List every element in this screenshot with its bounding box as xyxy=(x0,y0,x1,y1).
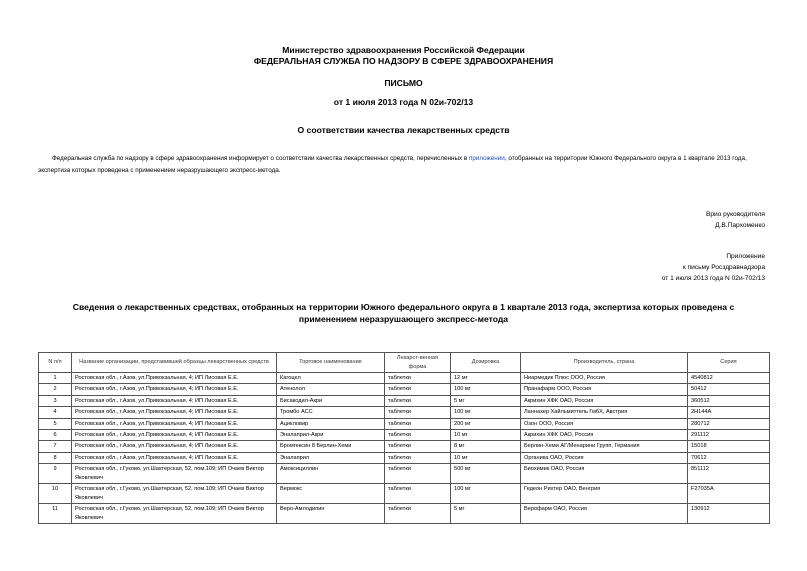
cell-maker: Органика ОАО, Россия xyxy=(521,452,688,463)
body-text-start: Федеральная служба по надзору в сфере здравоохранения информирует о соответствии качества лекарственных средств, перечисленных в xyxy=(52,155,469,162)
appendix-date: от 1 июля 2013 года N 02и-702/13 xyxy=(661,275,765,282)
cell-trade: Эналаприл xyxy=(277,452,385,463)
cell-trade: Ацикловир xyxy=(277,418,385,429)
cell-trade: Эналаприл-Акри xyxy=(277,430,385,441)
cell-dose: 200 мг xyxy=(451,418,521,429)
cell-trade: Веро-Амлодипин xyxy=(277,504,385,524)
cell-num: 9 xyxy=(39,464,72,484)
cell-num: 1 xyxy=(39,373,72,384)
document-date-number: от 1 июля 2013 года N 02и-702/13 xyxy=(333,97,474,107)
table-row xyxy=(39,441,770,452)
cell-series: 4540812 xyxy=(688,373,770,384)
cell-maker: Берлин-Хеми АГ/Менарини Групп, Германия xyxy=(521,441,688,452)
cell-series: 70612 xyxy=(688,452,770,463)
service-name: ФЕДЕРАЛЬНАЯ СЛУЖБА ПО НАДЗОРУ В СФЕРЕ ЗДРАВООХРАНЕНИЯ xyxy=(253,56,554,66)
cell-org: Ростовская обл., г.Азов, ул.Привокзальная, 4; ИП Лисовая Е.Е. xyxy=(72,407,277,418)
cell-trade: Атенолол xyxy=(277,384,385,395)
header-form: Лекарст-венная форма xyxy=(385,353,451,373)
cell-form: таблетки xyxy=(385,464,451,484)
cell-org: Ростовская обл., г.Азов, ул.Привокзальная, 4; ИП Лисовая Е.Е. xyxy=(72,452,277,463)
cell-num: 4 xyxy=(39,407,72,418)
appendix-block xyxy=(662,251,765,284)
cell-form: таблетки xyxy=(385,418,451,429)
cell-org: Ростовская обл., г.Азов, ул.Привокзальная, 4; ИП Лисовая Е.Е. xyxy=(72,441,277,452)
header-series: Серия xyxy=(688,353,770,373)
table-header-row xyxy=(39,353,770,373)
appendix-ref: к письму Росздравнадзора xyxy=(682,264,765,271)
cell-series: 280712 xyxy=(688,418,770,429)
cell-org: Ростовская обл., г.Гуково, ул.Шахтерская, 52, пом.109; ИП Очаев Виктор Яковлевич xyxy=(72,484,277,504)
cell-maker: Акрихин ХФК ОАО, Россия xyxy=(521,430,688,441)
table-row xyxy=(39,418,770,429)
cell-maker: Гедеон Рихтер ОАО, Венгрия xyxy=(521,484,688,504)
cell-dose: 8 мг xyxy=(451,441,521,452)
cell-org: Ростовская обл., г.Азов, ул.Привокзальная, 4; ИП Лисовая Е.Е. xyxy=(72,418,277,429)
cell-dose: 5 мг xyxy=(451,395,521,406)
cell-dose: 12 мг xyxy=(451,373,521,384)
cell-series: 50412 xyxy=(688,384,770,395)
cell-org: Ростовская обл., г.Гуково, ул.Шахтерская, 52, пом.109; ИП Очаев Виктор Яковлевич xyxy=(72,504,277,524)
table-row xyxy=(39,504,770,524)
body-paragraph xyxy=(38,153,766,177)
signature-block xyxy=(706,209,765,231)
table-row xyxy=(39,464,770,484)
cell-num: 3 xyxy=(39,395,72,406)
cell-series: 360512 xyxy=(688,395,770,406)
cell-org: Ростовская обл., г.Азов, ул.Привокзальная, 4; ИП Лисовая Е.Е. xyxy=(72,373,277,384)
header-num: N п/п xyxy=(39,353,72,373)
cell-dose: 5 мг xyxy=(451,504,521,524)
cell-maker: Озон ООО, Россия xyxy=(521,418,688,429)
cell-maker: Ниармедик Плюс ООО, Россия xyxy=(521,373,688,384)
cell-trade: Вермокс xyxy=(277,484,385,504)
header-maker: Производитель, страна xyxy=(521,353,688,373)
table-row xyxy=(39,384,770,395)
cell-series: 291112 xyxy=(688,430,770,441)
cell-dose: 100 мг xyxy=(451,407,521,418)
cell-form: таблетки xyxy=(385,384,451,395)
medicines-table xyxy=(38,352,770,524)
table-title: Сведения о лекарственных средствах, отобранных на территории Южного федерального округа в 1 квартале 2013 года, экспертиза которых проведена с применением неразрушающего экспресс-метода xyxy=(72,302,735,324)
document-subject: О соответствии качества лекарственных средств xyxy=(297,125,510,135)
cell-series: 2Н144А xyxy=(688,407,770,418)
cell-org: Ростовская обл., г.Азов, ул.Привокзальная, 4; ИП Лисовая Е.Е. xyxy=(72,430,277,441)
cell-series: F27035А xyxy=(688,484,770,504)
cell-dose: 100 мг xyxy=(451,484,521,504)
cell-form: таблетки xyxy=(385,395,451,406)
signature-name: Д.В.Пархоменко xyxy=(715,222,765,229)
cell-trade: Тромбо АСС xyxy=(277,407,385,418)
cell-trade: Кагоцел xyxy=(277,373,385,384)
table-row xyxy=(39,373,770,384)
cell-maker: Верофарм ОАО, Россия xyxy=(521,504,688,524)
appendix-title: Приложение xyxy=(726,253,765,260)
cell-num: 5 xyxy=(39,418,72,429)
table-row xyxy=(39,407,770,418)
cell-maker: Пранафарм ООО, Россия xyxy=(521,384,688,395)
cell-series: 15018 xyxy=(688,441,770,452)
cell-num: 8 xyxy=(39,452,72,463)
cell-num: 7 xyxy=(39,441,72,452)
cell-num: 2 xyxy=(39,384,72,395)
header-org: Название организации, представившей образцы лекарственных средств xyxy=(72,353,277,373)
body-text-end: , отобранных на территории Южного Федерального округа в 1 квартале 2013 года, экспертиза которых проведена с применением неразрушающего экспресс-метода. xyxy=(38,155,747,174)
cell-form: таблетки xyxy=(385,430,451,441)
header-dose: Дозировка xyxy=(451,353,521,373)
header-trade: Торговое наименование xyxy=(277,353,385,373)
document-type: ПИСЬМО xyxy=(384,78,423,88)
table-row xyxy=(39,484,770,504)
cell-maker: Ланнахер Хайльмиттель ГмбХ, Австрия xyxy=(521,407,688,418)
signature-position: Врио руководителя xyxy=(705,211,765,218)
cell-series: 130912 xyxy=(688,504,770,524)
cell-dose: 10 мг xyxy=(451,452,521,463)
cell-maker: Биохимик ОАО, Россия xyxy=(521,464,688,484)
table-row xyxy=(39,452,770,463)
cell-num: 10 xyxy=(39,484,72,504)
cell-form: таблетки xyxy=(385,407,451,418)
cell-form: таблетки xyxy=(385,504,451,524)
appendix-link[interactable]: приложении xyxy=(468,155,505,162)
cell-trade: Амоксициллин xyxy=(277,464,385,484)
cell-dose: 10 мг xyxy=(451,430,521,441)
cell-num: 11 xyxy=(39,504,72,524)
cell-form: таблетки xyxy=(385,452,451,463)
cell-org: Ростовская обл., г.Азов, ул.Привокзальная, 4; ИП Лисовая Е.Е. xyxy=(72,384,277,395)
cell-dose: 500 мг xyxy=(451,464,521,484)
table-row xyxy=(39,395,770,406)
cell-form: таблетки xyxy=(385,484,451,504)
ministry-name: Министерство здравоохранения Российской Федерации xyxy=(282,45,525,55)
cell-trade: Бисакодил-Акри xyxy=(277,395,385,406)
cell-series: 851112 xyxy=(688,464,770,484)
cell-form: таблетки xyxy=(385,373,451,384)
cell-org: Ростовская обл., г.Гуково, ул.Шахтерская, 52, пом.109; ИП Очаев Виктор Яковлевич xyxy=(72,464,277,484)
cell-dose: 100 мг xyxy=(451,384,521,395)
cell-form: таблетки xyxy=(385,441,451,452)
cell-maker: Акрихин ХФК ОАО, Россия xyxy=(521,395,688,406)
cell-org: Ростовская обл., г.Азов, ул.Привокзальная, 4; ИП Лисовая Е.Е. xyxy=(72,395,277,406)
table-row xyxy=(39,430,770,441)
cell-trade: Бромгексин 8 Берлин-Хеми xyxy=(277,441,385,452)
cell-num: 6 xyxy=(39,430,72,441)
